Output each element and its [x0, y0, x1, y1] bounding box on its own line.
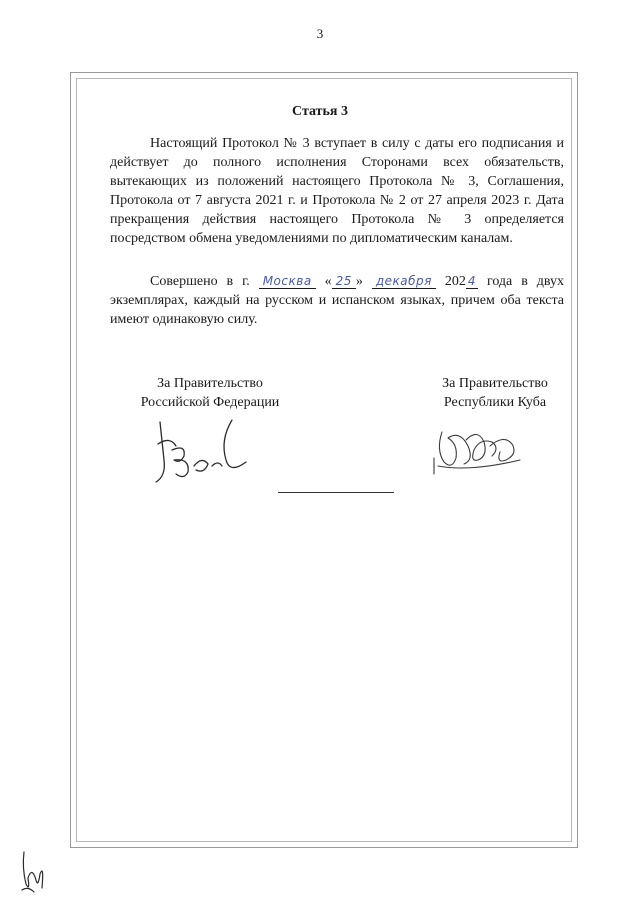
article-paragraph-1	[110, 134, 564, 248]
paragraph-1-text: Настоящий Протокол № 3 вступает в силу с даты его подписания и действует до полного исполнения Сторонами всех обязательств, вытекающих из положений настоящего Протокола № 3, Соглашения, Протокола от 7 августа 2021 г. и Протокола № 2 от 27 апреля 2023 г. Дата прекращения действия настоящего Протокола № 3 определяется посредством обмена уведомлениями по дипломатическим каналам.	[110, 136, 564, 246]
article-paragraph-2	[110, 272, 564, 329]
page-number: 3	[316, 26, 324, 41]
handwritten-day: 25	[332, 274, 356, 289]
handwritten-year-digit: 4	[467, 274, 476, 288]
signature-block-cuba	[410, 374, 580, 412]
done-in-text	[110, 272, 564, 329]
done-prefix: Совершено в г.	[150, 274, 250, 289]
quote-close: »	[355, 274, 363, 289]
end-divider-line	[278, 492, 394, 493]
handwritten-month: декабря	[372, 274, 436, 289]
signatory-line-1: За Правительство	[157, 376, 263, 391]
margin-initials	[18, 848, 48, 896]
signature-block-russia	[120, 374, 300, 412]
signatory-line-2: Республики Куба	[443, 395, 547, 410]
done-suffix: года в двух экземплярах, каждый на русском и испанском языках, причем оба текста имеют одинаковую силу.	[110, 274, 565, 327]
signatory-line-1: За Правительство	[442, 376, 548, 391]
signature-cuba	[430, 420, 526, 476]
signature-russia	[146, 416, 256, 488]
quote-open: «	[324, 274, 332, 289]
article-title: Статья 3	[292, 104, 348, 119]
signatory-line-2: Российской Федерации	[140, 395, 280, 410]
handwritten-city: Москва	[259, 274, 316, 289]
year-prefix: 202	[444, 274, 466, 289]
